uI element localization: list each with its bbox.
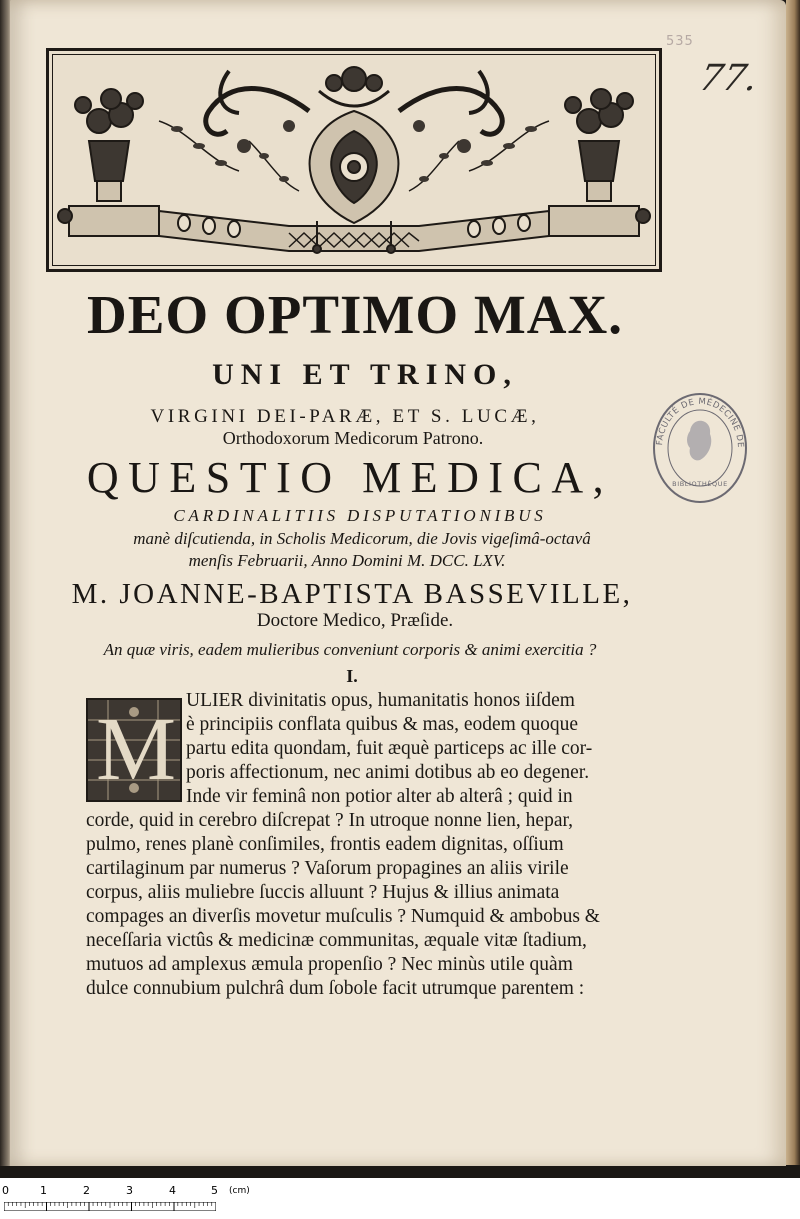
body-line: Inde vir feminâ non potior alter ab alterâ ; quid in bbox=[186, 786, 573, 807]
body-line: poris affectionum, nec animi dotibus ab eo degener. bbox=[186, 762, 590, 783]
body-line: corde, quid in cerebro diſcrepat ? In utroque nonne lien, hepar, bbox=[86, 810, 574, 831]
section-number: I. bbox=[346, 666, 358, 686]
scale-bar bbox=[0, 1178, 800, 1219]
questio-medica-title: QUESTIO MEDICA, bbox=[86, 453, 614, 502]
body-line: è principiis conflata quibus & mas, eodem quoque bbox=[186, 714, 579, 735]
folio-number: 77. bbox=[695, 58, 762, 99]
decorated-initial bbox=[86, 698, 182, 802]
praeses-title: Doctore Medico, Præſide. bbox=[256, 610, 454, 631]
body-line: dulce connubium pulchrâ dum ſobole facit utrumque parentem : bbox=[86, 978, 585, 999]
dedication-line: VIRGINI DEI-PARÆ, ET S. LUCÆ, bbox=[150, 406, 540, 427]
drop-cap-letter: M bbox=[96, 700, 177, 799]
headpiece-ornament-graphic bbox=[49, 51, 659, 269]
pencil-annotation: 535 bbox=[666, 34, 694, 49]
scale-label: 2 bbox=[83, 1184, 90, 1197]
woodcut-headpiece bbox=[46, 48, 662, 272]
scale-label: 1 bbox=[40, 1184, 47, 1197]
patron-line: Orthodoxorum Medicorum Patrono. bbox=[222, 428, 484, 448]
scale-unit: (cm) bbox=[229, 1186, 250, 1196]
scale-label: 5 bbox=[211, 1184, 218, 1197]
date-line-2: menſis Februarii, Anno Domini M. DCC. LXV. bbox=[188, 551, 506, 570]
body-line: cartilaginum par numerus ? Vaſorum propagines an aliis virile bbox=[86, 858, 569, 879]
praeses-name: M. JOANNE-BAPTISTA BASSEVILLE, bbox=[71, 578, 633, 610]
title-uni-et-trino: UNI ET TRINO, bbox=[212, 358, 518, 391]
body-line: compages an diverſis movetur muſculis ? Numquid & ambobus & bbox=[86, 906, 600, 927]
stamp-footer: BIBLIOTHÈQUE bbox=[672, 480, 728, 488]
body-line: neceſſaria victûs & medicinæ communitas, æquale vitæ ſtadium, bbox=[86, 930, 587, 951]
scale-label: 0 bbox=[2, 1184, 9, 1197]
stamp-graphic bbox=[650, 386, 750, 504]
body-line: ULIER divinitatis opus, humanitatis honos iiſdem bbox=[186, 690, 575, 711]
scale-label: 4 bbox=[169, 1184, 176, 1197]
library-stamp bbox=[650, 386, 750, 504]
page-edge bbox=[786, 0, 800, 1165]
thesis-question: An quæ viris, eadem mulieribus conveniunt corporis & animi exercitia ? bbox=[103, 640, 597, 659]
body-line: mutuos ad amplexus æmula propenſio ? Nec minùs utile quàm bbox=[86, 954, 573, 975]
date-line-1: manè diſcutienda, in Scholis Medicorum, die Jovis vigeſimâ-octavâ bbox=[133, 529, 591, 548]
disputation-line: CARDINALITIIS DISPUTATIONIBUS bbox=[173, 506, 547, 525]
ruler-graphic bbox=[4, 1202, 216, 1211]
stamp-text: FACULTÉ DE MÉDECINE DE bbox=[655, 396, 746, 449]
body-line: partu edita quondam, fuit æquè particeps ac ille cor- bbox=[186, 738, 593, 759]
body-line: pulmo, renes planè conſimiles, frontis eadem dignitas, oſſium bbox=[86, 834, 564, 855]
bottom-shadow bbox=[0, 1166, 800, 1178]
title-deo-optimo: DEO OPTIMO MAX. bbox=[87, 284, 623, 345]
body-line: corpus, aliis muliebre ſuccis alluunt ? Hujus & illius animata bbox=[86, 882, 560, 903]
scale-label: 3 bbox=[126, 1184, 133, 1197]
